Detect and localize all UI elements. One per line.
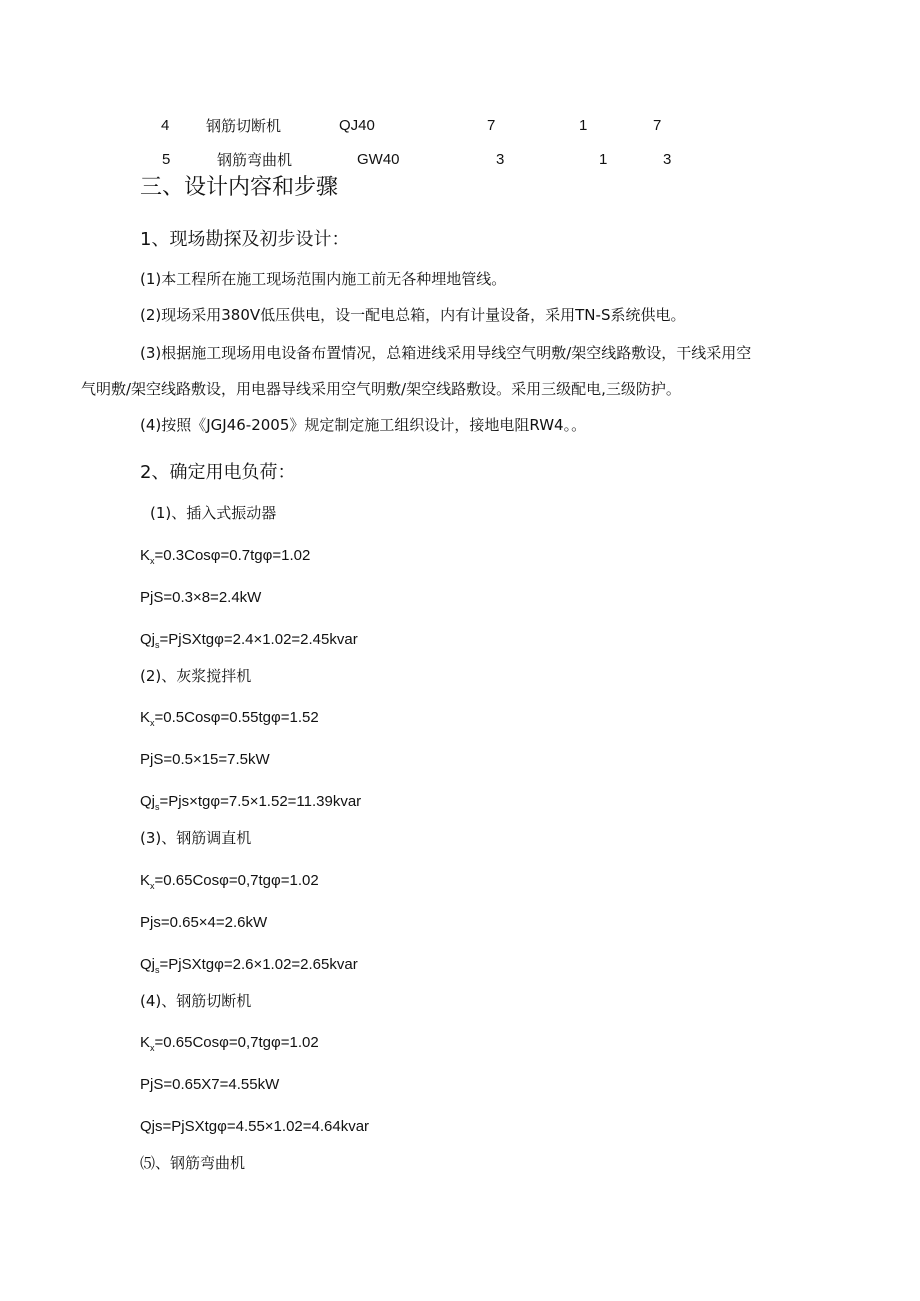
- item-title: (1)、插入式振动器: [150, 504, 277, 522]
- table-cell-no: 4: [161, 117, 170, 134]
- table-cell-model: QJ40: [339, 117, 375, 134]
- item-title: (3)、钢筋调直机: [140, 829, 252, 847]
- section-title: 三、设计内容和步骤: [140, 175, 339, 200]
- subsection-title: 2、确定用电负荷：: [140, 462, 296, 483]
- paragraph: (1)本工程所在施工现场范围内施工前无各种埋地管线。: [140, 270, 507, 288]
- subsection-title: 1、现场勘探及初步设计：: [140, 229, 350, 250]
- table-cell-total: 3: [663, 151, 672, 168]
- item-title: (4)、钢筋切断机: [140, 992, 252, 1010]
- table-cell-name: 钢筋弯曲机: [217, 151, 293, 169]
- formula-kx: $K_x=0.65Cos\varphi=0,7tg\varphi=1.02$: [140, 872, 319, 891]
- table-cell-no: 5: [162, 151, 171, 168]
- formula-kx: $K_x=0.5Cos\varphi=0.55tg\varphi=1.52$: [140, 709, 319, 728]
- paragraph: (3)根据施工现场用电设备布置情况，总箱进线采用导线空气明敷/架空线路敷设，干线采用空: [140, 344, 752, 362]
- table-cell-power: 7: [487, 117, 496, 134]
- table-cell-total: 7: [653, 117, 662, 134]
- formula-kx: $K_x=0.3Cos\varphi=0.7tg\varphi=1.02$: [140, 547, 311, 566]
- table-cell-qty: 1: [579, 117, 588, 134]
- table-cell-name: 钢筋切断机: [206, 117, 282, 135]
- paragraph: (2)现场采用380V低压供电，设一配电总箱，内有计量设备，采用TN-S系统供电。: [140, 306, 686, 324]
- table-cell-power: 3: [496, 151, 505, 168]
- formula-pjs: PjS=0.3×8=2.4kW: [140, 589, 262, 606]
- paragraph-continued: 气明敷/架空线路敷设，用电器导线采用空气明敷/架空线路敷设。采用三级配电,三级防护。: [81, 380, 681, 398]
- paragraph: (4)按照《JGJ46-2005》规定制定施工组织设计，接地电阻RW4。。: [140, 416, 587, 434]
- formula-qjs: $Qj_s=Pjs\times tg\varphi=7.5\times 1.52=11.39kvar$: [140, 793, 362, 812]
- formula-kx: $K_x=0.65Cos\varphi=0,7tg\varphi=1.02$: [140, 1034, 319, 1053]
- item-title: ⑸、钢筋弯曲机: [140, 1154, 246, 1172]
- formula-qjs: Qjs=PjSXtgφ=4.55×1.02=4.64kvar: [140, 1118, 370, 1135]
- formula-qjs: $Qj_s=PjSXtg\varphi=2.4\times 1.02=2.45kvar$: [140, 631, 358, 650]
- formula-qjs: $Qj_s=PjSXtg\varphi=2.6\times 1.02=2.65kvar$: [140, 956, 358, 975]
- formula-pjs: PjS=0.65X7=4.55kW: [140, 1076, 280, 1093]
- formula-pjs: Pjs=0.65×4=2.6kW: [140, 914, 268, 931]
- table-cell-model: GW40: [357, 151, 400, 168]
- formula-pjs: PjS=0.5×15=7.5kW: [140, 751, 270, 768]
- table-cell-qty: 1: [599, 151, 608, 168]
- item-title: (2)、灰浆搅拌机: [140, 667, 252, 685]
